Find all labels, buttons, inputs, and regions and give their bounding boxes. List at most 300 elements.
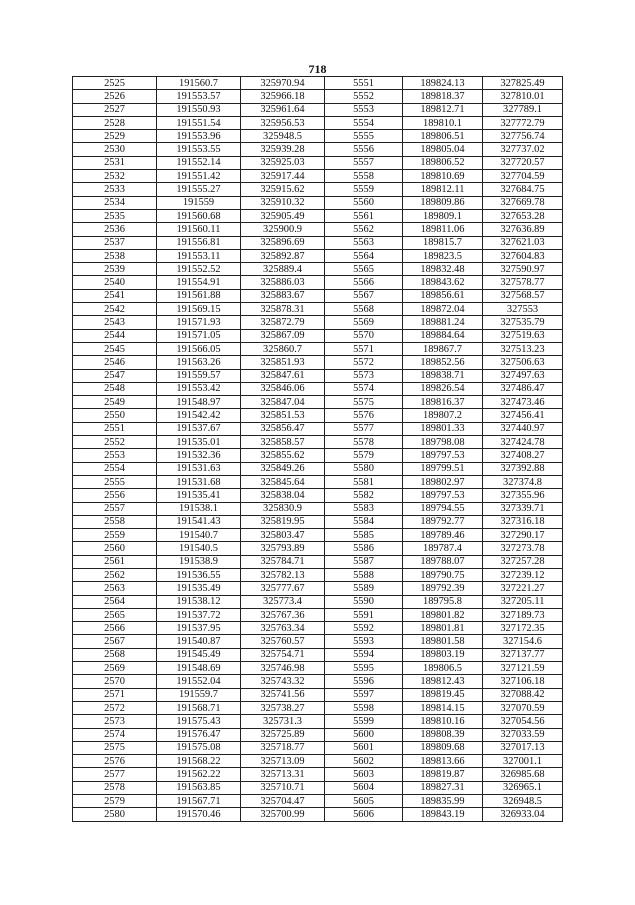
- point-number-left-cell: 2567: [73, 635, 157, 648]
- x-coordinate-left-cell: 191538.12: [157, 595, 241, 608]
- x-coordinate-left-cell: 191538.9: [157, 555, 241, 568]
- y-coordinate-left-cell: 325860.7: [241, 342, 325, 355]
- y-coordinate-right-cell: 327392.88: [483, 462, 563, 475]
- x-coordinate-left-cell: 191571.93: [157, 316, 241, 329]
- table-row: [73, 515, 563, 528]
- point-number-left-cell: 2569: [73, 662, 157, 675]
- point-number-left-cell: 2556: [73, 489, 157, 502]
- point-number-right-cell: 5558: [325, 170, 403, 183]
- y-coordinate-left-cell: 325855.62: [241, 449, 325, 462]
- point-number-left-cell: 2563: [73, 582, 157, 595]
- x-coordinate-right-cell: 189789.46: [403, 529, 483, 542]
- point-number-right-cell: 5605: [325, 795, 403, 808]
- x-coordinate-left-cell: 191569.15: [157, 303, 241, 316]
- point-number-right-cell: 5592: [325, 622, 403, 635]
- table-row: [73, 183, 563, 196]
- y-coordinate-right-cell: 327088.42: [483, 688, 563, 701]
- x-coordinate-right-cell: 189815.7: [403, 236, 483, 249]
- x-coordinate-right-cell: 189801.81: [403, 622, 483, 635]
- point-number-left-cell: 2564: [73, 595, 157, 608]
- x-coordinate-left-cell: 191535.49: [157, 582, 241, 595]
- y-coordinate-left-cell: 325731.3: [241, 715, 325, 728]
- point-number-right-cell: 5583: [325, 502, 403, 515]
- table-row: [73, 289, 563, 302]
- x-coordinate-left-cell: 191553.55: [157, 143, 241, 156]
- table-row: [73, 316, 563, 329]
- y-coordinate-left-cell: 325830.9: [241, 502, 325, 515]
- x-coordinate-left-cell: 191559.57: [157, 369, 241, 382]
- point-number-left-cell: 2533: [73, 183, 157, 196]
- table-row: [73, 555, 563, 568]
- point-number-left-cell: 2542: [73, 303, 157, 316]
- y-coordinate-left-cell: 325878.31: [241, 303, 325, 316]
- x-coordinate-left-cell: 191561.88: [157, 289, 241, 302]
- point-number-left-cell: 2537: [73, 236, 157, 249]
- table-row: [73, 741, 563, 754]
- y-coordinate-left-cell: 325710.71: [241, 781, 325, 794]
- x-coordinate-right-cell: 189872.04: [403, 303, 483, 316]
- table-row: [73, 396, 563, 409]
- table-row: [73, 595, 563, 608]
- point-number-left-cell: 2557: [73, 502, 157, 515]
- y-coordinate-right-cell: 327772.79: [483, 116, 563, 129]
- point-number-right-cell: 5553: [325, 103, 403, 116]
- table-row: [73, 675, 563, 688]
- point-number-right-cell: 5587: [325, 555, 403, 568]
- y-coordinate-right-cell: 327720.57: [483, 156, 563, 169]
- point-number-left-cell: 2578: [73, 781, 157, 794]
- y-coordinate-left-cell: 325838.04: [241, 489, 325, 502]
- point-number-left-cell: 2540: [73, 276, 157, 289]
- point-number-left-cell: 2538: [73, 249, 157, 262]
- x-coordinate-left-cell: 191575.43: [157, 715, 241, 728]
- y-coordinate-left-cell: 325819.95: [241, 515, 325, 528]
- point-number-right-cell: 5603: [325, 768, 403, 781]
- table-row: [73, 436, 563, 449]
- x-coordinate-right-cell: 189792.77: [403, 515, 483, 528]
- x-coordinate-left-cell: 191552.14: [157, 156, 241, 169]
- x-coordinate-right-cell: 189838.71: [403, 369, 483, 382]
- x-coordinate-right-cell: 189819.45: [403, 688, 483, 701]
- x-coordinate-right-cell: 189813.66: [403, 755, 483, 768]
- point-number-left-cell: 2577: [73, 768, 157, 781]
- point-number-right-cell: 5601: [325, 741, 403, 754]
- x-coordinate-left-cell: 191553.57: [157, 90, 241, 103]
- point-number-right-cell: 5586: [325, 542, 403, 555]
- x-coordinate-right-cell: 189807.2: [403, 409, 483, 422]
- point-number-right-cell: 5585: [325, 529, 403, 542]
- x-coordinate-left-cell: 191563.85: [157, 781, 241, 794]
- point-number-left-cell: 2580: [73, 808, 157, 821]
- point-number-left-cell: 2579: [73, 795, 157, 808]
- point-number-left-cell: 2552: [73, 436, 157, 449]
- x-coordinate-right-cell: 189818.37: [403, 90, 483, 103]
- x-coordinate-left-cell: 191553.42: [157, 382, 241, 395]
- point-number-left-cell: 2559: [73, 529, 157, 542]
- point-number-right-cell: 5552: [325, 90, 403, 103]
- point-number-left-cell: 2570: [73, 675, 157, 688]
- point-number-right-cell: 5565: [325, 263, 403, 276]
- point-number-left-cell: 2565: [73, 608, 157, 621]
- y-coordinate-right-cell: 327810.01: [483, 90, 563, 103]
- x-coordinate-left-cell: 191548.97: [157, 396, 241, 409]
- y-coordinate-left-cell: 325713.09: [241, 755, 325, 768]
- y-coordinate-right-cell: 327519.63: [483, 329, 563, 342]
- table-row: [73, 196, 563, 209]
- x-coordinate-left-cell: 191562.22: [157, 768, 241, 781]
- point-number-right-cell: 5559: [325, 183, 403, 196]
- x-coordinate-left-cell: 191551.54: [157, 116, 241, 129]
- table-row: [73, 781, 563, 794]
- x-coordinate-right-cell: 189794.55: [403, 502, 483, 515]
- y-coordinate-left-cell: 325760.57: [241, 635, 325, 648]
- y-coordinate-left-cell: 325910.32: [241, 196, 325, 209]
- x-coordinate-left-cell: 191576.47: [157, 728, 241, 741]
- point-number-right-cell: 5566: [325, 276, 403, 289]
- x-coordinate-left-cell: 191551.42: [157, 170, 241, 183]
- x-coordinate-left-cell: 191538.1: [157, 502, 241, 515]
- table-row: [73, 608, 563, 621]
- point-number-left-cell: 2534: [73, 196, 157, 209]
- point-number-left-cell: 2561: [73, 555, 157, 568]
- y-coordinate-right-cell: 327553: [483, 303, 563, 316]
- y-coordinate-left-cell: 325718.77: [241, 741, 325, 754]
- point-number-right-cell: 5584: [325, 515, 403, 528]
- x-coordinate-right-cell: 189806.51: [403, 130, 483, 143]
- point-number-left-cell: 2550: [73, 409, 157, 422]
- point-number-right-cell: 5593: [325, 635, 403, 648]
- y-coordinate-right-cell: 327473.46: [483, 396, 563, 409]
- table-row: [73, 462, 563, 475]
- x-coordinate-left-cell: 191545.49: [157, 648, 241, 661]
- y-coordinate-left-cell: 325892.87: [241, 249, 325, 262]
- y-coordinate-left-cell: 325738.27: [241, 701, 325, 714]
- table-row: [73, 648, 563, 661]
- y-coordinate-left-cell: 325777.67: [241, 582, 325, 595]
- x-coordinate-left-cell: 191554.91: [157, 276, 241, 289]
- y-coordinate-right-cell: 327221.27: [483, 582, 563, 595]
- y-coordinate-right-cell: 327316.18: [483, 515, 563, 528]
- x-coordinate-left-cell: 191571.05: [157, 329, 241, 342]
- point-number-right-cell: 5578: [325, 436, 403, 449]
- y-coordinate-left-cell: 325948.5: [241, 130, 325, 143]
- x-coordinate-left-cell: 191566.05: [157, 342, 241, 355]
- x-coordinate-right-cell: 189797.53: [403, 489, 483, 502]
- y-coordinate-left-cell: 325773.4: [241, 595, 325, 608]
- x-coordinate-right-cell: 189884.64: [403, 329, 483, 342]
- x-coordinate-left-cell: 191540.7: [157, 529, 241, 542]
- point-number-right-cell: 5570: [325, 329, 403, 342]
- table-row: [73, 342, 563, 355]
- table-row: [73, 489, 563, 502]
- x-coordinate-right-cell: 189809.1: [403, 209, 483, 222]
- x-coordinate-left-cell: 191550.93: [157, 103, 241, 116]
- page-number: 718: [308, 62, 327, 76]
- point-number-left-cell: 2574: [73, 728, 157, 741]
- x-coordinate-left-cell: 191531.63: [157, 462, 241, 475]
- x-coordinate-right-cell: 189801.33: [403, 422, 483, 435]
- x-coordinate-right-cell: 189792.39: [403, 582, 483, 595]
- table-row: [73, 143, 563, 156]
- point-number-right-cell: 5577: [325, 422, 403, 435]
- table-row: [73, 356, 563, 369]
- point-number-right-cell: 5551: [325, 77, 403, 90]
- table-row: [73, 409, 563, 422]
- point-number-right-cell: 5576: [325, 409, 403, 422]
- point-number-left-cell: 2541: [73, 289, 157, 302]
- y-coordinate-left-cell: 325847.61: [241, 369, 325, 382]
- x-coordinate-left-cell: 191531.68: [157, 475, 241, 488]
- y-coordinate-left-cell: 325956.53: [241, 116, 325, 129]
- point-number-right-cell: 5555: [325, 130, 403, 143]
- point-number-left-cell: 2573: [73, 715, 157, 728]
- point-number-right-cell: 5600: [325, 728, 403, 741]
- table-row: [73, 223, 563, 236]
- y-coordinate-right-cell: 327273.78: [483, 542, 563, 555]
- x-coordinate-left-cell: 191559: [157, 196, 241, 209]
- y-coordinate-right-cell: 327704.59: [483, 170, 563, 183]
- point-number-left-cell: 2554: [73, 462, 157, 475]
- x-coordinate-right-cell: 189809.86: [403, 196, 483, 209]
- y-coordinate-right-cell: 327684.75: [483, 183, 563, 196]
- y-coordinate-left-cell: 325743.32: [241, 675, 325, 688]
- y-coordinate-left-cell: 325793.89: [241, 542, 325, 555]
- point-number-right-cell: 5580: [325, 462, 403, 475]
- table-row: [73, 768, 563, 781]
- point-number-left-cell: 2528: [73, 116, 157, 129]
- x-coordinate-right-cell: 189787.4: [403, 542, 483, 555]
- x-coordinate-left-cell: 191567.71: [157, 795, 241, 808]
- x-coordinate-right-cell: 189795.8: [403, 595, 483, 608]
- x-coordinate-left-cell: 191541.43: [157, 515, 241, 528]
- y-coordinate-right-cell: 327355.96: [483, 489, 563, 502]
- x-coordinate-right-cell: 189856.61: [403, 289, 483, 302]
- y-coordinate-left-cell: 325915.62: [241, 183, 325, 196]
- y-coordinate-right-cell: 327486.47: [483, 382, 563, 395]
- x-coordinate-right-cell: 189826.54: [403, 382, 483, 395]
- table-row: [73, 422, 563, 435]
- x-coordinate-right-cell: 189816.37: [403, 396, 483, 409]
- y-coordinate-left-cell: 325872.79: [241, 316, 325, 329]
- y-coordinate-right-cell: 327513.23: [483, 342, 563, 355]
- point-number-left-cell: 2531: [73, 156, 157, 169]
- y-coordinate-left-cell: 325741.56: [241, 688, 325, 701]
- x-coordinate-right-cell: 189811.06: [403, 223, 483, 236]
- point-number-left-cell: 2529: [73, 130, 157, 143]
- x-coordinate-left-cell: 191537.72: [157, 608, 241, 621]
- x-coordinate-right-cell: 189806.52: [403, 156, 483, 169]
- table-row: [73, 808, 563, 821]
- point-number-right-cell: 5575: [325, 396, 403, 409]
- table-row: [73, 90, 563, 103]
- table-row: [73, 303, 563, 316]
- x-coordinate-right-cell: 189843.62: [403, 276, 483, 289]
- table-row: [73, 116, 563, 129]
- y-coordinate-right-cell: 327257.28: [483, 555, 563, 568]
- table-row: [73, 701, 563, 714]
- y-coordinate-left-cell: 325883.67: [241, 289, 325, 302]
- point-number-right-cell: 5582: [325, 489, 403, 502]
- point-number-right-cell: 5598: [325, 701, 403, 714]
- table-row: [73, 77, 563, 90]
- x-coordinate-left-cell: 191568.71: [157, 701, 241, 714]
- y-coordinate-right-cell: 327636.89: [483, 223, 563, 236]
- point-number-right-cell: 5596: [325, 675, 403, 688]
- point-number-left-cell: 2546: [73, 356, 157, 369]
- point-number-right-cell: 5557: [325, 156, 403, 169]
- x-coordinate-right-cell: 189809.68: [403, 741, 483, 754]
- x-coordinate-right-cell: 189803.19: [403, 648, 483, 661]
- table-row: [73, 475, 563, 488]
- x-coordinate-right-cell: 189812.71: [403, 103, 483, 116]
- x-coordinate-right-cell: 189824.13: [403, 77, 483, 90]
- y-coordinate-left-cell: 325845.64: [241, 475, 325, 488]
- point-number-left-cell: 2572: [73, 701, 157, 714]
- y-coordinate-left-cell: 325782.13: [241, 568, 325, 581]
- y-coordinate-right-cell: 327737.02: [483, 143, 563, 156]
- table-row: [73, 209, 563, 222]
- table-row: [73, 276, 563, 289]
- x-coordinate-right-cell: 189843.19: [403, 808, 483, 821]
- point-number-right-cell: 5563: [325, 236, 403, 249]
- table-row: [73, 156, 563, 169]
- x-coordinate-left-cell: 191532.36: [157, 449, 241, 462]
- x-coordinate-right-cell: 189810.69: [403, 170, 483, 183]
- y-coordinate-right-cell: 327121.59: [483, 662, 563, 675]
- y-coordinate-right-cell: 327653.28: [483, 209, 563, 222]
- point-number-right-cell: 5591: [325, 608, 403, 621]
- coordinates-table: [72, 76, 563, 822]
- y-coordinate-right-cell: 327497.63: [483, 369, 563, 382]
- y-coordinate-right-cell: 327137.77: [483, 648, 563, 661]
- point-number-right-cell: 5597: [325, 688, 403, 701]
- x-coordinate-right-cell: 189814.15: [403, 701, 483, 714]
- point-number-right-cell: 5554: [325, 116, 403, 129]
- y-coordinate-right-cell: 326965.1: [483, 781, 563, 794]
- point-number-right-cell: 5556: [325, 143, 403, 156]
- point-number-left-cell: 2548: [73, 382, 157, 395]
- y-coordinate-right-cell: 327535.79: [483, 316, 563, 329]
- point-number-left-cell: 2560: [73, 542, 157, 555]
- x-coordinate-left-cell: 191555.27: [157, 183, 241, 196]
- y-coordinate-left-cell: 325704.47: [241, 795, 325, 808]
- table-row: [73, 130, 563, 143]
- point-number-left-cell: 2575: [73, 741, 157, 754]
- x-coordinate-left-cell: 191536.55: [157, 568, 241, 581]
- x-coordinate-left-cell: 191552.04: [157, 675, 241, 688]
- x-coordinate-left-cell: 191560.68: [157, 209, 241, 222]
- x-coordinate-left-cell: 191537.95: [157, 622, 241, 635]
- y-coordinate-right-cell: 327621.03: [483, 236, 563, 249]
- y-coordinate-left-cell: 325858.57: [241, 436, 325, 449]
- y-coordinate-left-cell: 325713.31: [241, 768, 325, 781]
- y-coordinate-left-cell: 325905.49: [241, 209, 325, 222]
- y-coordinate-left-cell: 325849.26: [241, 462, 325, 475]
- point-number-left-cell: 2576: [73, 755, 157, 768]
- y-coordinate-left-cell: 325889.4: [241, 263, 325, 276]
- x-coordinate-right-cell: 189867.7: [403, 342, 483, 355]
- y-coordinate-right-cell: 327239.12: [483, 568, 563, 581]
- y-coordinate-left-cell: 325700.99: [241, 808, 325, 821]
- table-row: [73, 369, 563, 382]
- point-number-left-cell: 2551: [73, 422, 157, 435]
- point-number-right-cell: 5602: [325, 755, 403, 768]
- point-number-right-cell: 5590: [325, 595, 403, 608]
- y-coordinate-left-cell: 325851.93: [241, 356, 325, 369]
- table-row: [73, 170, 563, 183]
- point-number-left-cell: 2525: [73, 77, 157, 90]
- y-coordinate-left-cell: 325917.44: [241, 170, 325, 183]
- coordinates-table-body: [73, 77, 563, 822]
- y-coordinate-right-cell: 327408.27: [483, 449, 563, 462]
- y-coordinate-right-cell: 327568.57: [483, 289, 563, 302]
- y-coordinate-right-cell: 327506.63: [483, 356, 563, 369]
- point-number-left-cell: 2535: [73, 209, 157, 222]
- y-coordinate-right-cell: 326985.68: [483, 768, 563, 781]
- x-coordinate-left-cell: 191553.96: [157, 130, 241, 143]
- table-row: [73, 249, 563, 262]
- x-coordinate-right-cell: 189827.31: [403, 781, 483, 794]
- point-number-right-cell: 5568: [325, 303, 403, 316]
- point-number-right-cell: 5594: [325, 648, 403, 661]
- y-coordinate-left-cell: 325900.9: [241, 223, 325, 236]
- table-row: [73, 795, 563, 808]
- point-number-left-cell: 2568: [73, 648, 157, 661]
- x-coordinate-left-cell: 191575.08: [157, 741, 241, 754]
- y-coordinate-right-cell: 326933.04: [483, 808, 563, 821]
- x-coordinate-right-cell: 189812.43: [403, 675, 483, 688]
- y-coordinate-left-cell: 325886.03: [241, 276, 325, 289]
- x-coordinate-left-cell: 191553.11: [157, 249, 241, 262]
- x-coordinate-right-cell: 189806.5: [403, 662, 483, 675]
- table-row: [73, 329, 563, 342]
- x-coordinate-left-cell: 191542.42: [157, 409, 241, 422]
- point-number-right-cell: 5562: [325, 223, 403, 236]
- y-coordinate-left-cell: 325725.89: [241, 728, 325, 741]
- point-number-right-cell: 5560: [325, 196, 403, 209]
- y-coordinate-right-cell: 327189.73: [483, 608, 563, 621]
- y-coordinate-right-cell: 327456.41: [483, 409, 563, 422]
- x-coordinate-left-cell: 191559.7: [157, 688, 241, 701]
- table-row: [73, 382, 563, 395]
- point-number-left-cell: 2545: [73, 342, 157, 355]
- y-coordinate-left-cell: 325856.47: [241, 422, 325, 435]
- y-coordinate-left-cell: 325767.36: [241, 608, 325, 621]
- y-coordinate-right-cell: 327440.97: [483, 422, 563, 435]
- y-coordinate-left-cell: 325846.06: [241, 382, 325, 395]
- x-coordinate-right-cell: 189801.58: [403, 635, 483, 648]
- table-row: [73, 502, 563, 515]
- y-coordinate-left-cell: 325784.71: [241, 555, 325, 568]
- x-coordinate-right-cell: 189810.1: [403, 116, 483, 129]
- y-coordinate-right-cell: 327001.1: [483, 755, 563, 768]
- point-number-right-cell: 5571: [325, 342, 403, 355]
- point-number-right-cell: 5574: [325, 382, 403, 395]
- y-coordinate-left-cell: 325803.47: [241, 529, 325, 542]
- y-coordinate-right-cell: 327339.71: [483, 502, 563, 515]
- x-coordinate-right-cell: 189810.16: [403, 715, 483, 728]
- x-coordinate-left-cell: 191552.52: [157, 263, 241, 276]
- point-number-left-cell: 2532: [73, 170, 157, 183]
- x-coordinate-right-cell: 189808.39: [403, 728, 483, 741]
- point-number-left-cell: 2571: [73, 688, 157, 701]
- x-coordinate-left-cell: 191556.81: [157, 236, 241, 249]
- table-row: [73, 662, 563, 675]
- table-row: [73, 755, 563, 768]
- point-number-right-cell: 5604: [325, 781, 403, 794]
- x-coordinate-right-cell: 189819.87: [403, 768, 483, 781]
- x-coordinate-right-cell: 189835.99: [403, 795, 483, 808]
